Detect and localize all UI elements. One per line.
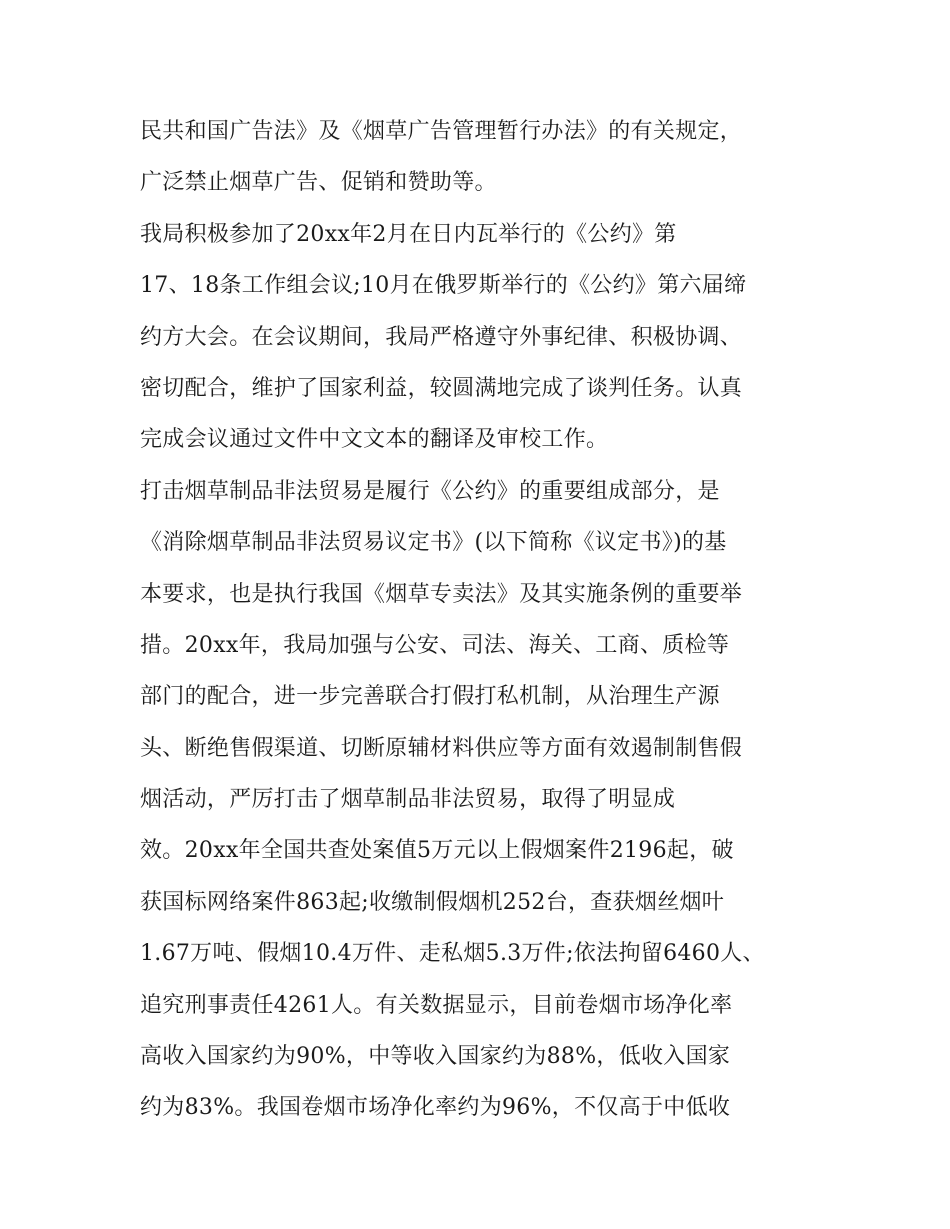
text-line: 我局积极参加了20xx年2月在日内瓦举行的《公约》第: [140, 221, 677, 247]
text-line: 17、18条工作组会议;10月在俄罗斯举行的《公约》第六届缔: [140, 273, 747, 299]
document-body: [140, 106, 830, 1134]
text-line: 烟活动，严厉打击了烟草制品非法贸易，取得了明显成: [140, 787, 676, 813]
text-line: 追究刑事责任4261人。有关数据显示，目前卷烟市场净化率: [140, 992, 733, 1018]
text-line: 密切配合，维护了国家利益，较圆满地完成了谈判任务。认真: [140, 375, 743, 401]
text-line: 《消除烟草制品非法贸易议定书》(以下简称《议定书》)的基: [140, 530, 727, 556]
text-line: 1.67万吨、假烟10.4万件、走私烟5.3万件;依法拘留6460人、: [140, 941, 765, 967]
text-line: 高收入国家约为90%，中等收入国家约为88%，低收入国家: [140, 1044, 731, 1070]
text-line: 打击烟草制品非法贸易是履行《公约》的重要组成部分，是: [140, 478, 720, 504]
text-line: 部门的配合，进一步完善联合打假打私机制，从治理生产源: [140, 684, 720, 710]
text-line: 本要求，也是执行我国《烟草专卖法》及其实施条例的重要举: [140, 581, 743, 607]
text-line: 约方大会。在会议期间，我局严格遵守外事纪律、积极协调、: [140, 324, 743, 350]
text-line: 获国标网络案件863起;收缴制假烟机252台，查获烟丝烟叶: [140, 889, 725, 915]
text-line: 头、断绝售假渠道、切断原辅材料供应等方面有效遏制制售假: [140, 735, 743, 761]
text-line: 效。20xx年全国共查处案值5万元以上假烟案件2196起，破: [140, 838, 734, 864]
text-line: 约为83%。我国卷烟市场净化率约为96%，不仅高于中低收: [140, 1095, 731, 1121]
text-line: 广泛禁止烟草广告、促销和赞助等。: [140, 170, 497, 196]
text-line: 完成会议通过文件中文文本的翻译及审校工作。: [140, 427, 609, 453]
text-line: 民共和国广告法》及《烟草广告管理暂行办法》的有关规定，: [140, 119, 743, 144]
text-line: 措。20xx年，我局加强与公安、司法、海关、工商、质检等: [140, 632, 730, 658]
